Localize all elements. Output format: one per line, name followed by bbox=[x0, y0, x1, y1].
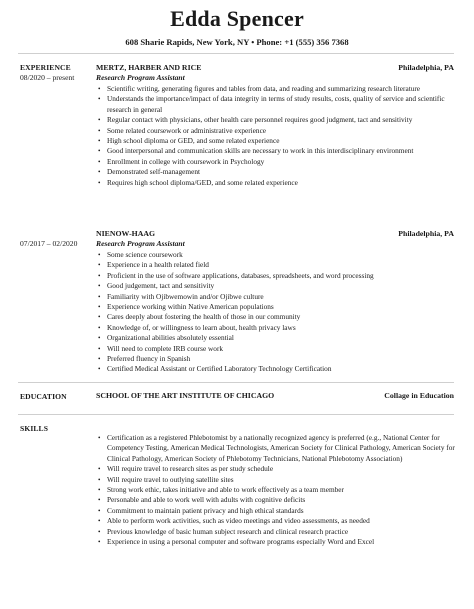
list-item: • Scientific writing, generating figures and tables from data, and reading and summarizing research literature bbox=[107, 84, 461, 94]
list-item: • Some science coursework bbox=[107, 250, 461, 260]
list-item: • Strong work ethic, takes initiative and able to work effectively as a team member bbox=[107, 485, 461, 495]
list-item: • Understands the importance/impact of data integrity in terms of study results, costs, quality of service and scientific research in general bbox=[107, 94, 461, 115]
candidate-name: Edda Spencer bbox=[170, 6, 304, 31]
list-item: • Some related coursework or administrative experience bbox=[107, 126, 461, 136]
list-item: • Experience in using a personal computer and software programs especially Word and Excel bbox=[107, 537, 461, 547]
list-item: • Certification as a registered Phlebotomist by a nationally recognized agency is preferred (e.g., National Center for Competency Testing, American Medical Technologists, American Society for Clinical Pathology, American Society for Clinical Pathology, American Society of Phlebotomy Technicians, National Phlebotomy Association) bbox=[107, 433, 461, 464]
experience-heading: EXPERIENCE bbox=[20, 63, 71, 72]
list-item: • Enrollment in college with coursework in Psychology bbox=[107, 157, 461, 167]
list-item: • Will need to complete IRB course work bbox=[107, 344, 461, 354]
job-2-responsibilities bbox=[96, 250, 461, 375]
degree: Collage in Education bbox=[384, 391, 454, 400]
list-item: • Able to perform work activities, such as video meetings and video assessments, as needed bbox=[107, 516, 461, 526]
job-2-title: Research Program Assistant bbox=[96, 239, 185, 248]
list-item: • Knowledge of, or willingness to learn about, health privacy laws bbox=[107, 323, 461, 333]
contact-line: 608 Sharie Rapids, New York, NY • Phone: +1 (555) 356 7368 bbox=[125, 37, 349, 47]
list-item: • Will require travel to research sites as per study schedule bbox=[107, 464, 461, 474]
list-item: • Proficient in the use of software applications, databases, spreadsheets, and word processing bbox=[107, 271, 461, 281]
list-item: • Cares deeply about fostering the health of those in our community bbox=[107, 312, 461, 322]
job-1-location: Philadelphia, PA bbox=[398, 63, 454, 72]
list-item: • Regular contact with physicians, other health care personnel requires good judgment, tact and sensitivity bbox=[107, 115, 461, 125]
skills-list bbox=[96, 433, 461, 547]
header-divider bbox=[18, 53, 454, 54]
education-heading: EDUCATION bbox=[20, 392, 67, 401]
list-item: • Commitment to maintain patient privacy and high ethical standards bbox=[107, 506, 461, 516]
skills-divider bbox=[18, 414, 454, 415]
list-item: • Personable and able to work well with adults with cognitive deficits bbox=[107, 495, 461, 505]
job-2-employer: NIENOW-HAAG bbox=[96, 229, 156, 238]
list-item: • Familiarity with Ojibwemowin and/or Ojibwe culture bbox=[107, 292, 461, 302]
education-divider bbox=[18, 382, 454, 383]
school-name: SCHOOL OF THE ART INSTITUTE OF CHICAGO bbox=[96, 391, 275, 400]
job-1-responsibilities bbox=[96, 84, 461, 188]
skills-heading: SKILLS bbox=[20, 424, 49, 433]
list-item: • Experience in a health related field bbox=[107, 260, 461, 270]
list-item: • Organizational abilities absolutely essential bbox=[107, 333, 461, 343]
list-item: • Demonstrated self-management bbox=[107, 167, 461, 177]
job-1-dates: 08/2020 – present bbox=[20, 73, 75, 82]
job-2-location: Philadelphia, PA bbox=[398, 229, 454, 238]
list-item: • High school diploma or GED, and some related experience bbox=[107, 136, 461, 146]
list-item: • Good judgement, tact and sensitivity bbox=[107, 281, 461, 291]
list-item: • Experience working within Native American populations bbox=[107, 302, 461, 312]
list-item: • Good interpersonal and communication skills are necessary to work in this interdisciplinary environment bbox=[107, 146, 461, 156]
list-item: • Preferred fluency in Spanish bbox=[107, 354, 461, 364]
job-2-dates: 07/2017 – 02/2020 bbox=[20, 239, 78, 248]
list-item: • Previous knowledge of basic human subject research and clinical research practice bbox=[107, 527, 461, 537]
job-1-employer: MERTZ, HARBER AND RICE bbox=[96, 63, 202, 72]
list-item: • Will require travel to outlying satellite sites bbox=[107, 475, 461, 485]
list-item: • Requires high school diploma/GED, and some related experience bbox=[107, 178, 461, 188]
job-1-title: Research Program Assistant bbox=[96, 73, 185, 82]
list-item: • Certified Medical Assistant or Certified Laboratory Technology Certification bbox=[107, 364, 461, 374]
